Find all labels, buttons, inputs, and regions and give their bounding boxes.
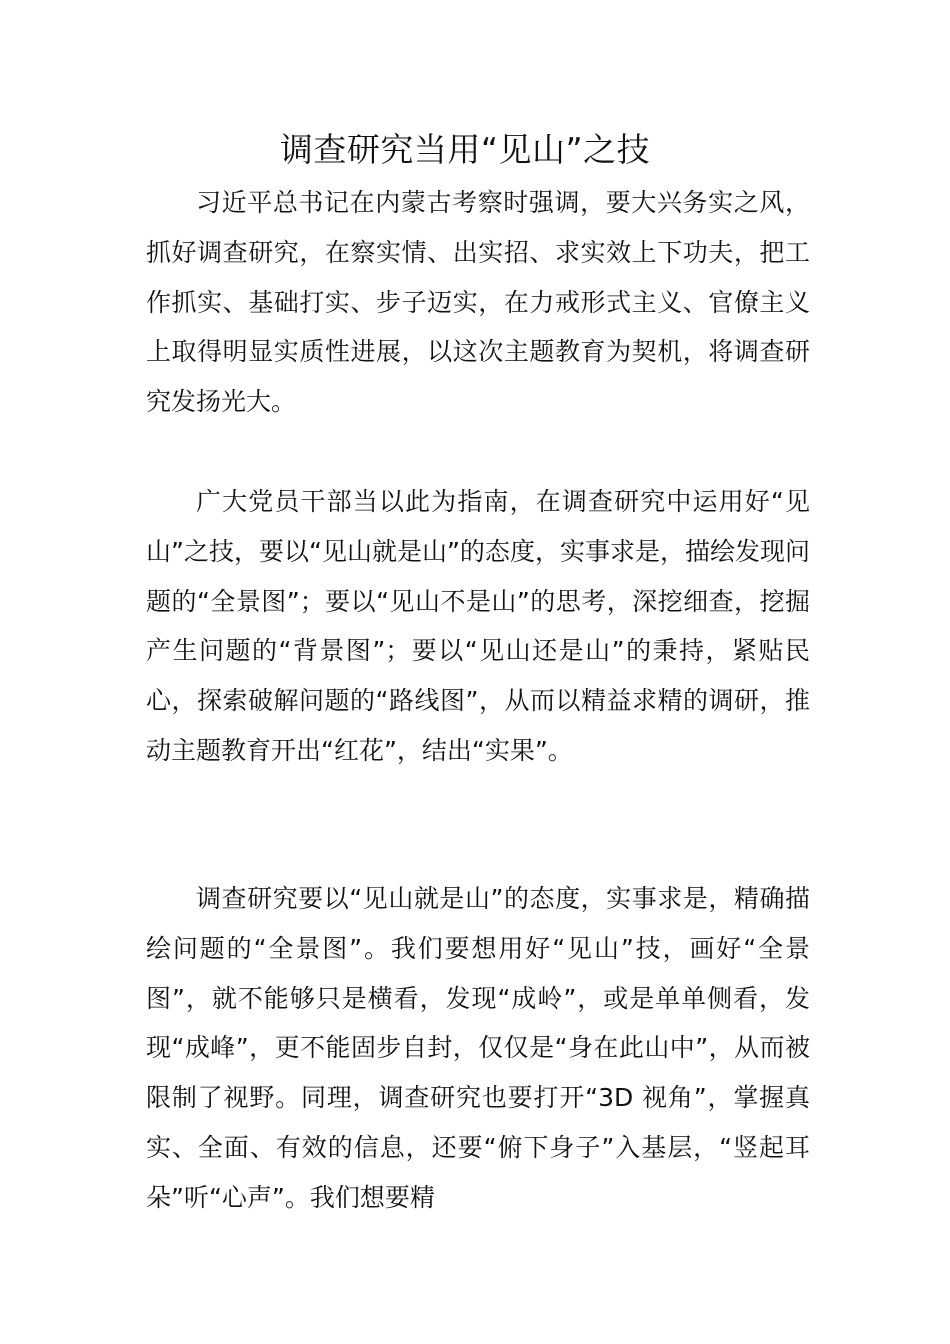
paragraph-3: 调查研究要以“见山就是山”的态度，实事求是，精确描绘问题的“全景图”。我们要想用好“见山”技，画好“全景图”，就不能够只是横看，发现“成岭”，或是单单侧看，发现“成峰”，更不能固步自封，仅仅是“身在此山中”，从而被限制了视野。同理，调查研究也要打开“3D 视角”，掌握真实、全面、有效的信息，还要“俯下身子”入基层，“竖起耳朵”听“心声”。我们想要精 (146, 884, 810, 1212)
document-title: 调查研究当用“见山”之技 (279, 130, 651, 169)
paragraph-2: 广大党员干部当以此为指南，在调查研究中运用好“见山”之技，要以“见山就是山”的态度，实事求是，描绘发现问题的“全景图”；要以“见山不是山”的思考，深挖细查，挖掘产生问题的“背景图”；要以“见山还是山”的秉持，紧贴民心，探索破解问题的“路线图”，从而以精益求精的调研，推动主题教育开出“红花”，结出“实果”。 (146, 487, 810, 765)
paragraph-1: 习近平总书记在内蒙古考察时强调，要大兴务实之风，抓好调查研究，在察实情、出实招、求实效上下功夫，把工作抓实、基础打实、步子迈实，在力戒形式主义、官僚主义上取得明显实质性进展，以这次主题教育为契机，将调查研究发扬光大。 (146, 188, 810, 417)
